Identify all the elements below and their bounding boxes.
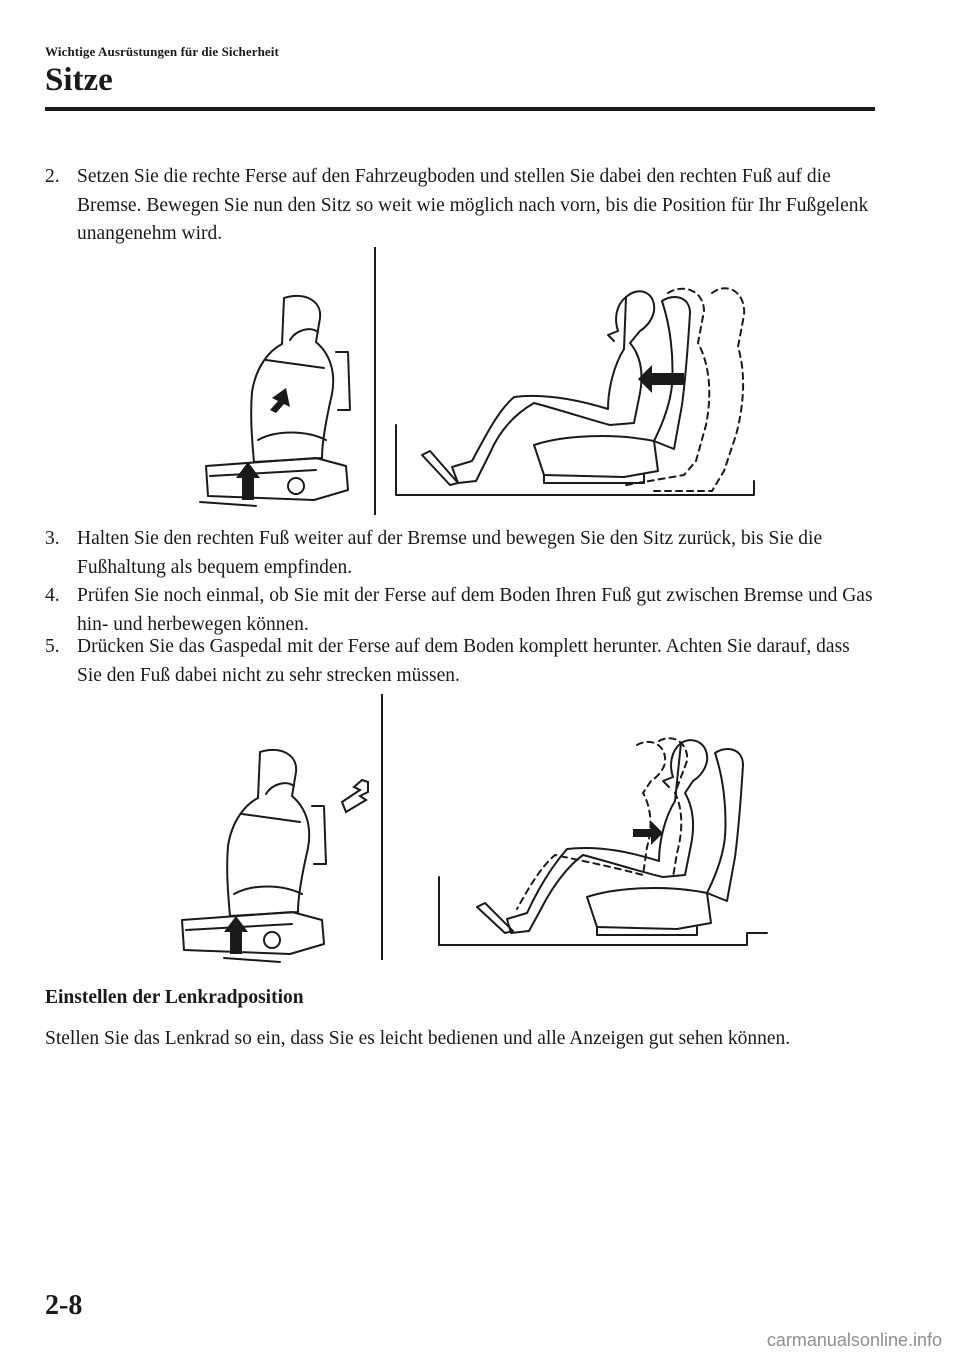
title-rule bbox=[45, 107, 875, 111]
step-5 bbox=[45, 633, 875, 690]
section-body: Stellen Sie das Lenkrad so ein, dass Sie es leicht bedienen und alle Anzeigen gut sehen können. bbox=[45, 1028, 791, 1049]
watermark: carmanualsonline.info bbox=[766, 1330, 942, 1350]
step-text: Prüfen Sie noch einmal, ob Sie mit der Ferse auf dem Boden Ihren Fuß gut zwischen Bremse und Gas hin- und herbewegen können. bbox=[77, 585, 873, 635]
figure-divider bbox=[381, 694, 383, 960]
section-heading: Einstellen der Lenkradposition bbox=[45, 987, 304, 1008]
step-3 bbox=[45, 525, 875, 582]
step-text: Setzen Sie die rechte Ferse auf den Fahrzeugboden und stellen Sie dabei den rechten Fuß auf die Bremse. Bewegen Sie nun den Sitz so weit wie möglich nach vorn, bis die Position für Ihr Fußgelenk unangenehm wird. bbox=[77, 166, 869, 244]
step-4 bbox=[45, 582, 875, 639]
seat-lever-icon bbox=[172, 744, 382, 966]
step-number: 4. bbox=[45, 585, 60, 606]
figure-divider bbox=[374, 247, 376, 515]
step-number: 3. bbox=[45, 528, 60, 549]
seat-forward-position bbox=[394, 285, 756, 500]
seat-lever-icon bbox=[196, 290, 366, 508]
step-text: Halten Sie den rechten Fuß weiter auf der Bremse und bewegen Sie den Sitz zurück, bis Sie die Fußhaltung als bequem empfinden. bbox=[77, 528, 823, 578]
step-text: Drücken Sie das Gaspedal mit der Ferse auf dem Boden komplett herunter. Achten Sie darauf, dass Sie den Fuß dabei nicht zu sehr strecken müssen. bbox=[77, 636, 850, 686]
page-number: 2-8 bbox=[45, 1290, 83, 1321]
step-number: 2. bbox=[45, 166, 60, 187]
section-label: Wichtige Ausrüstungen für die Sicherheit bbox=[45, 44, 279, 59]
page-title: Sitze bbox=[45, 62, 113, 98]
step-2 bbox=[45, 163, 875, 249]
seat-backward-position bbox=[437, 737, 770, 949]
step-number: 5. bbox=[45, 636, 60, 657]
